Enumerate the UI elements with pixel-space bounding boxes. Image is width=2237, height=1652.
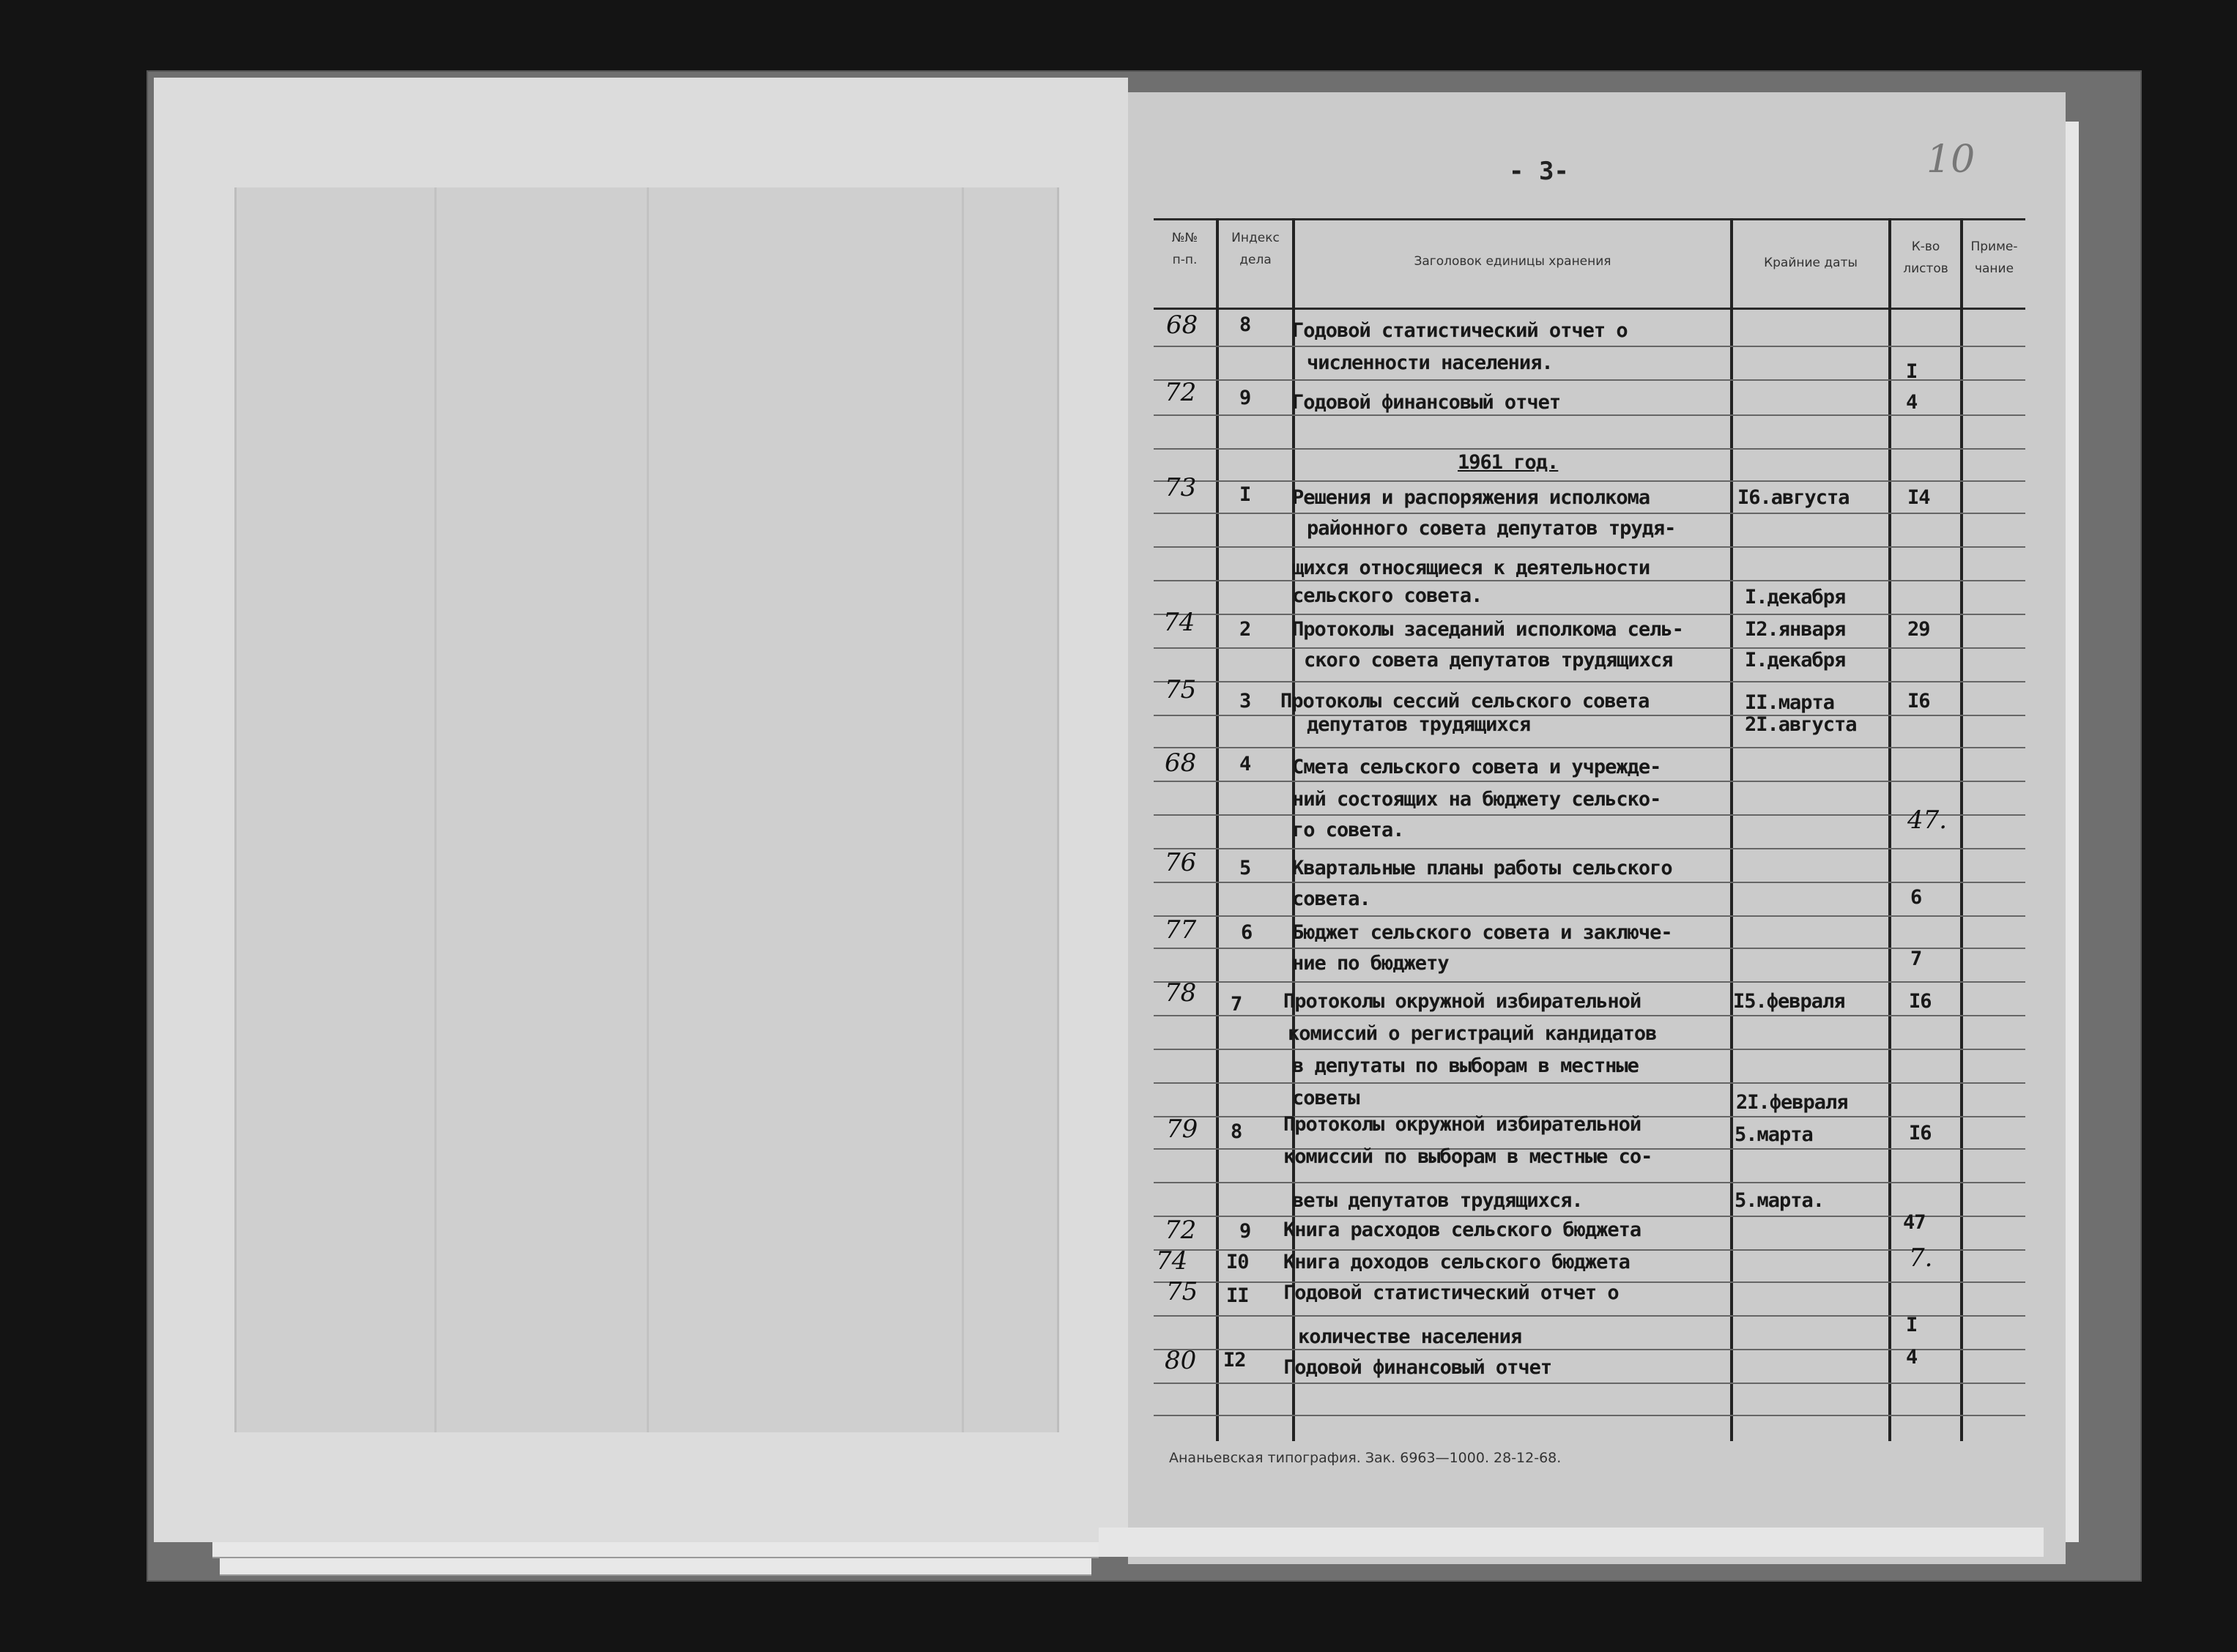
- row-title-line: Квартальные планы работы сельского: [1292, 857, 1672, 879]
- row-number: 75: [1166, 1277, 1198, 1306]
- row-number: 76: [1165, 848, 1197, 877]
- row-index: 9: [1239, 387, 1251, 409]
- row-title-line: комиссий о регистраций кандидатов: [1288, 1022, 1657, 1045]
- row-title-line: в депутаты по выборам в местные: [1292, 1054, 1639, 1077]
- row-date: 5.марта.: [1735, 1189, 1825, 1212]
- row-title-line: ний состоящих на бюджету сельско-: [1292, 788, 1661, 811]
- row-title-line: Книга доходов сельского бюджета: [1283, 1251, 1630, 1273]
- row-sheets: I: [1906, 360, 1918, 383]
- printer-imprint: Ананьевская типография. Зак. 6963—1000. 28-12-68.: [1169, 1450, 1562, 1466]
- row-sheets: 47: [1903, 1211, 1926, 1234]
- row-number: 77: [1165, 915, 1197, 945]
- row-title-line: Годовой финансовый отчет: [1283, 1356, 1552, 1379]
- row-title-line: го совета.: [1292, 819, 1404, 841]
- row-sheets: 7.: [1909, 1243, 1933, 1273]
- row-title-line: комиссий по выборам в местные со-: [1283, 1145, 1652, 1168]
- row-sheets: I: [1906, 1314, 1918, 1336]
- row-sheets: 6: [1910, 886, 1922, 909]
- row-index: 4: [1239, 753, 1251, 775]
- row-number: 72: [1165, 378, 1197, 407]
- table-top-rule: [1154, 218, 2025, 220]
- row-date: I6.августа: [1737, 486, 1850, 509]
- header-notes: Приме- чание: [1970, 239, 2018, 276]
- row-title-line: Протоколы окружной избирательной: [1283, 1113, 1641, 1136]
- row-sheets: 4: [1906, 391, 1918, 414]
- row-title-line: сельского совета.: [1292, 584, 1483, 607]
- row-index: I0: [1226, 1251, 1249, 1273]
- row-title-line: районного совета депутатов трудя-: [1307, 517, 1676, 540]
- row-title-line: Протоколы окружной избирательной: [1283, 990, 1641, 1013]
- row-title-line: Годовой статистический отчет о: [1283, 1281, 1619, 1304]
- row-index: I2: [1223, 1349, 1246, 1372]
- row-sheets: I4: [1907, 486, 1930, 509]
- row-index: 6: [1241, 921, 1253, 944]
- row-date: II.марта: [1745, 691, 1835, 714]
- row-date: I.декабря: [1745, 586, 1846, 609]
- row-sheets: 7: [1910, 948, 1922, 970]
- row-title-line: Годовой статистический отчет о: [1292, 319, 1628, 342]
- row-title-line: депутатов трудящихся: [1307, 713, 1531, 736]
- header-dates: Крайние даты: [1764, 256, 1858, 270]
- row-date: I2.января: [1745, 618, 1846, 641]
- row-index: 2: [1239, 618, 1251, 641]
- row-date: I5.февраля: [1733, 990, 1845, 1013]
- row-title-line: советы: [1292, 1087, 1359, 1109]
- row-sheets: I6: [1909, 1122, 1932, 1145]
- handwritten-folio-number: 10: [1926, 138, 1976, 182]
- row-index: 7: [1231, 993, 1242, 1016]
- bleed-through-table: [234, 187, 1059, 1432]
- row-number: 68: [1166, 310, 1198, 340]
- row-title-line: Бюджет сельского совета и заключе-: [1292, 921, 1672, 944]
- row-index: 8: [1239, 313, 1251, 336]
- row-title-line: щихся относящиеся к деятельности: [1292, 557, 1650, 579]
- row-sheets: I6: [1909, 990, 1932, 1013]
- row-title-line: Протоколы заседаний исполкома сель-: [1292, 618, 1683, 641]
- row-number: 78: [1165, 978, 1197, 1008]
- column-divider: [1216, 218, 1219, 1441]
- row-sheets: 29: [1907, 618, 1930, 641]
- row-date: 2I.августа: [1745, 713, 1857, 736]
- page-stack-edge: [220, 1558, 1091, 1576]
- header-sheets: К-во листов: [1903, 239, 1948, 276]
- row-title-line: Годовой финансовый отчет: [1292, 391, 1561, 414]
- row-title-line: ского совета депутатов трудящихся: [1304, 649, 1673, 671]
- row-number: 74: [1163, 608, 1195, 637]
- column-divider: [1960, 218, 1963, 1441]
- row-title-line: Книга расходов сельского бюджета: [1283, 1218, 1641, 1241]
- header-index: Индекс дела: [1231, 231, 1280, 267]
- row-index: 5: [1239, 857, 1251, 879]
- row-index: II: [1226, 1284, 1249, 1307]
- header-num: №№ п-п.: [1171, 231, 1198, 267]
- row-title-line: совета.: [1292, 888, 1370, 910]
- page-number: - 3-: [1509, 157, 1569, 186]
- row-title-line: ние по бюджету: [1292, 952, 1449, 975]
- column-divider: [1888, 218, 1891, 1441]
- year-heading: 1961 год.: [1458, 451, 1559, 474]
- row-sheets: 47.: [1907, 805, 1948, 835]
- row-number: 75: [1165, 675, 1197, 704]
- row-number: 68: [1165, 748, 1197, 778]
- row-sheets: 4: [1906, 1346, 1918, 1369]
- row-date: 5.марта: [1735, 1123, 1813, 1146]
- row-number: 73: [1165, 473, 1197, 502]
- row-title-line: Протоколы сессий сельского совета: [1280, 690, 1650, 712]
- row-title-line: количестве населения: [1298, 1325, 1522, 1348]
- row-title-line: Решения и распоряжения исполкома: [1292, 486, 1650, 509]
- row-index: 3: [1239, 690, 1251, 712]
- row-date: I.декабря: [1745, 649, 1846, 671]
- row-number: 74: [1156, 1246, 1188, 1276]
- left-page: [154, 78, 1128, 1542]
- row-date: 2I.февраля: [1736, 1091, 1848, 1114]
- column-divider: [1730, 218, 1733, 1441]
- row-index: I: [1239, 483, 1251, 506]
- row-index: 8: [1231, 1120, 1242, 1143]
- row-title-line: численности населения.: [1307, 351, 1553, 374]
- row-index: 9: [1239, 1220, 1251, 1243]
- row-number: 72: [1165, 1216, 1197, 1245]
- header-title: Заголовок единицы хранения: [1414, 254, 1611, 269]
- row-title-line: веты депутатов трудящихся.: [1292, 1189, 1583, 1212]
- row-title-line: Смета сельского совета и учрежде-: [1292, 756, 1661, 778]
- row-number: 80: [1165, 1346, 1197, 1375]
- row-sheets: I6: [1907, 690, 1930, 712]
- table-header-rule: [1154, 308, 2025, 310]
- row-number: 79: [1166, 1115, 1198, 1144]
